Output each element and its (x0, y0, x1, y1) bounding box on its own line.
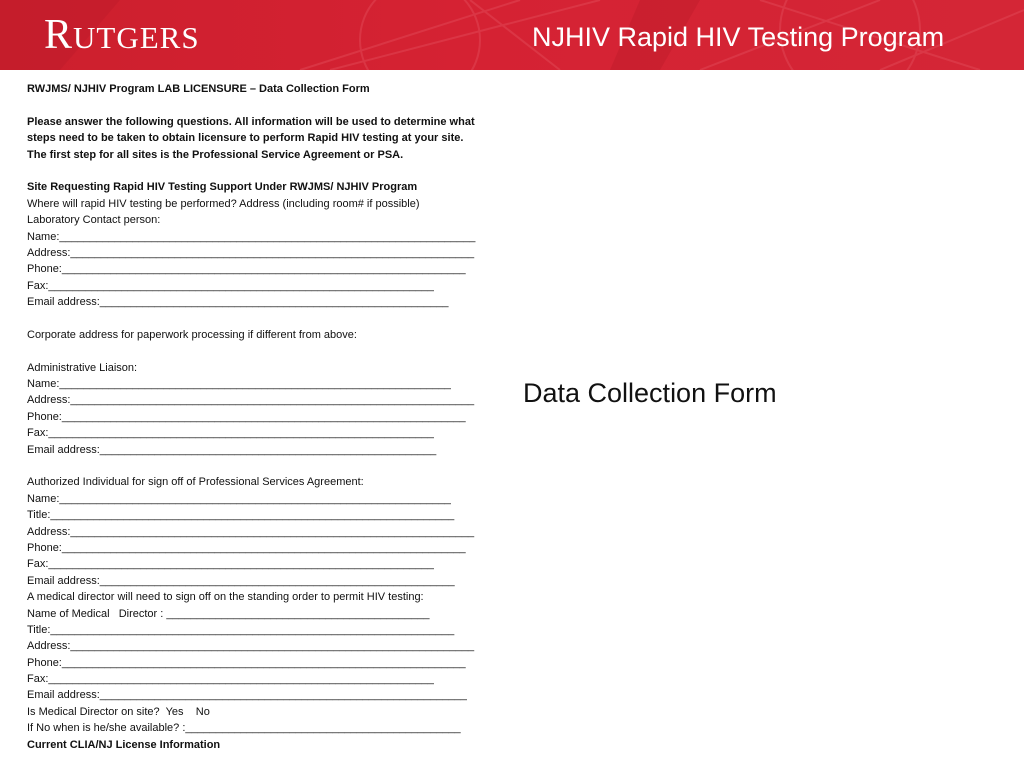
form-line: Title:__________________________________________________________________ (27, 623, 455, 636)
form-line: Fax:_______________________________________________________________ (27, 558, 434, 571)
blank-line (27, 97, 507, 113)
form-line: Email address:____________________________________________________________ (27, 689, 467, 702)
slide-title: Data Collection Form (523, 378, 777, 408)
form-line: Fax:_______________________________________________________________ (27, 427, 434, 440)
form-line: Email address:__________________________________________________________ (27, 574, 455, 587)
form-line: Address:__________________________________________________________________ (27, 640, 475, 653)
form-line: Title:__________________________________________________________________ (27, 509, 455, 522)
form-line: A medical director will need to sign off on the standing order to permit HIV testing: (27, 591, 424, 604)
blank-line (27, 343, 507, 359)
form-line: Email address:_________________________________________________________ (27, 296, 449, 309)
header-banner (0, 0, 1024, 70)
form-line: Fax:_______________________________________________________________ (27, 673, 434, 686)
form-line: steps need to be taken to obtain licensure to perform Rapid HIV testing at your site. (27, 132, 464, 145)
form-line: If No when is he/she available? :_____________________________________________ (27, 722, 461, 735)
data-collection-form (27, 81, 507, 753)
blank-line (27, 163, 507, 179)
form-line: Phone:__________________________________________________________________ (27, 656, 466, 669)
form-line: Phone:__________________________________________________________________ (27, 410, 466, 423)
program-title: NJHIV Rapid HIV Testing Program (532, 22, 945, 52)
form-line: Please answer the following questions. All information will be used to determine what (27, 115, 475, 128)
form-line: Laboratory Contact person: (27, 214, 161, 227)
rutgers-logo: RUTGERS (44, 12, 200, 58)
form-line: Name of Medical Director : ___________________________________________ (27, 607, 430, 620)
form-line: Address:__________________________________________________________________ (27, 394, 475, 407)
form-line: Phone:__________________________________________________________________ (27, 541, 466, 554)
form-line: The first step for all sites is the Professional Service Agreement or PSA. (27, 148, 404, 161)
form-line: Site Requesting Rapid HIV Testing Support Under RWJMS/ NJHIV Program (27, 181, 418, 194)
form-line: Phone:__________________________________________________________________ (27, 263, 466, 276)
form-line: Where will rapid HIV testing be performed? Address (including room# if possible) (27, 197, 420, 210)
form-line: Current CLIA/NJ License Information (27, 738, 221, 751)
form-line: Address:__________________________________________________________________ (27, 525, 475, 538)
form-line: RWJMS/ NJHIV Program LAB LICENSURE – Data Collection Form (27, 83, 370, 95)
form-line: Address:__________________________________________________________________ (27, 246, 475, 259)
form-line: Fax:_______________________________________________________________ (27, 279, 434, 292)
form-line: Administrative Liaison: (27, 361, 138, 374)
form-line: Name:________________________________________________________________ (27, 492, 451, 505)
blank-line (27, 458, 507, 474)
form-line: Is Medical Director on site? Yes No (27, 705, 210, 718)
form-line: Name:____________________________________________________________________ (27, 230, 476, 243)
blank-line (27, 310, 507, 326)
form-line: Email address:_______________________________________________________ (27, 443, 437, 456)
form-line: Authorized Individual for sign off of Professional Services Agreement: (27, 476, 364, 489)
form-line: Corporate address for paperwork processing if different from above: (27, 328, 357, 341)
form-line: Name:________________________________________________________________ (27, 378, 451, 391)
